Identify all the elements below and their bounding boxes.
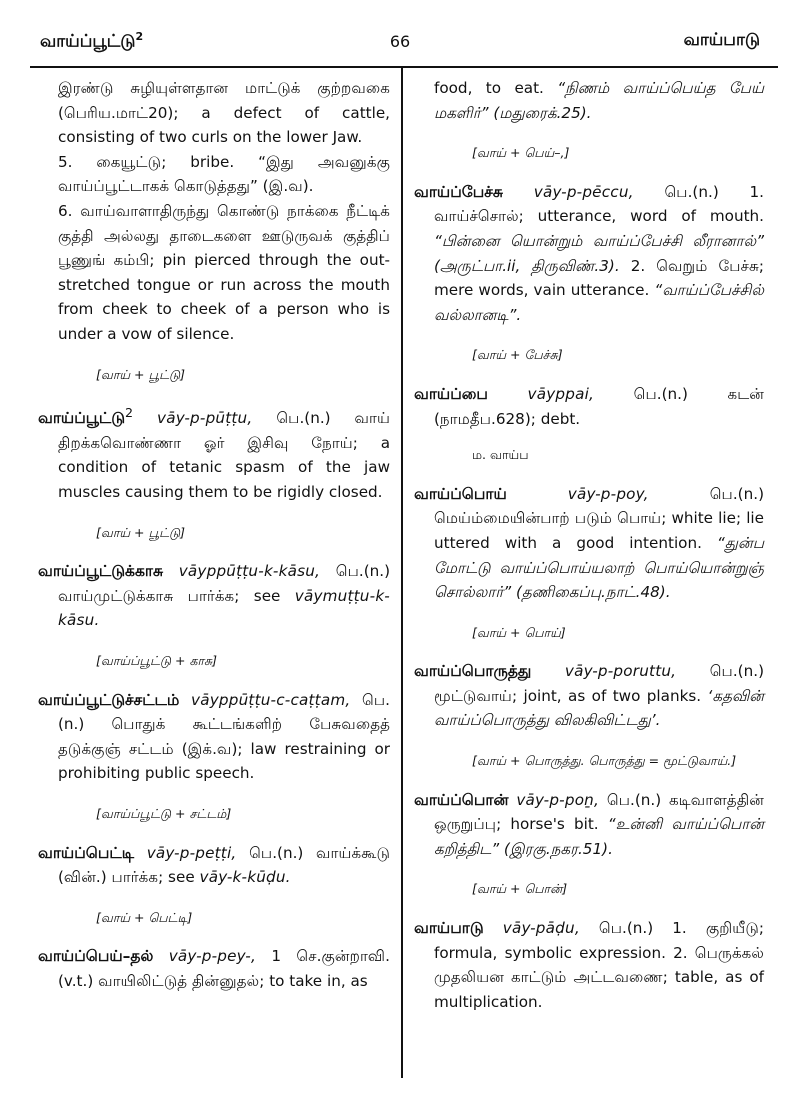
definition-text: food, to eat.: [434, 79, 544, 97]
sense-6: 6. வாய்வாளாதிருந்து கொண்டு நாக்கை நீட்டிக் குத்தி அல்லது தாடைகளை ஊடுருவக் குத்திப் பூணுங் கம்பி; pin pierced through the out-stretched tongue or run across the mouth from cheek to cheek of a person who is under a vow of silence.: [58, 201, 390, 343]
definition: பெ.(n.) 1. குறியீடு; formula, symbolic expression. 2. பெருக்கல் முதலியன காட்டும் அட்டவணை; table, as of multiplication.: [434, 919, 764, 1011]
right-column: [414, 76, 764, 1014]
definition: பெ.(n.) வாய்முட்டுக்காசு பார்க்க; see: [58, 562, 391, 605]
header-rule: [30, 66, 778, 68]
dictionary-entry: [38, 944, 390, 993]
headword-sup: 2: [125, 405, 134, 421]
definition: பெ.(n.) மூட்டுவாய்; joint, as of two planks.: [434, 662, 764, 705]
page-number: 66: [389, 32, 411, 51]
definition: பெ.(n.) கடிவாளத்தின் ஒருறுப்பு; horse's bit.: [434, 790, 764, 834]
cognate-note: ம. வாய்ப: [472, 447, 529, 463]
headword: வாய்ப்பொருத்து: [414, 662, 532, 681]
transliteration: vāyppūṭṭu-c-caṭṭam,: [191, 690, 351, 709]
transliteration: vāy-p-poruttu,: [564, 662, 677, 681]
etymology: [வாய் + பேச்சு]: [472, 347, 563, 363]
continued-definition: இரண்டு சுழியுள்ளதான மாட்டுக் குற்றவகை (பெரிய.மாட்20); a defect of cattle, consisting of two curls on the lower Jaw.: [58, 79, 390, 147]
citation: “உன்னி வாய்ப்பொன் கறித்திட” (இரகு.நகர.51).: [434, 815, 764, 858]
etymology: [வாய் + பூட்டு]: [96, 524, 186, 540]
transliteration: vāy-p-pūṭṭu,: [157, 409, 253, 428]
transliteration: vāy-p-poy,: [567, 484, 649, 503]
citation: ‘கதவின் வாய்ப்பொருத்து விலகிவிட்டது’.: [434, 686, 764, 730]
sense-5: 5. கையூட்டு; bribe. “இது அவனுக்கு வாய்ப்பூட்டாகக் கொடுத்தது” (இ.வ).: [58, 152, 390, 196]
definition: பெ.(n.) மெய்ம்மையின்பாற் படும் பொய்; white lie; lie uttered with a good intention.: [434, 484, 764, 552]
etymology: [வாய் + பெய்–,]: [472, 145, 570, 161]
headword: வாய்ப்பை: [414, 384, 488, 403]
headword: வாய்ப்பெய்–தல்: [38, 947, 154, 966]
dictionary-entry: [38, 841, 390, 890]
etymology: [வாய் + பொய்]: [472, 624, 566, 640]
etymology: [வாய்ப்பூட்டு + சட்டம்]: [96, 805, 232, 821]
running-head-left-sup: 2: [135, 30, 144, 43]
etymology: [வாய்ப்பூட்டு + காசு]: [96, 652, 218, 668]
dictionary-entry: [414, 382, 764, 431]
transliteration: vāy-p-poṉ,: [516, 790, 600, 809]
dictionary-entry: [38, 401, 390, 504]
dictionary-entry: [414, 482, 764, 605]
headword: வாய்ப்பெட்டி: [38, 843, 135, 862]
dictionary-entry: [414, 916, 764, 1014]
citation: “துன்ப மோட்டு வாய்ப்பொய்யலாற் பொய்யொன்றுஞ் சொல்லார்” (தணிகைப்பு.நாட்.48).: [434, 533, 764, 602]
headword: வாய்பாடு: [414, 919, 484, 938]
headword: வாய்ப்பொய்: [414, 484, 507, 503]
running-head-left-text: வாய்ப்பூட்டு: [40, 31, 136, 52]
citation: “நிணம் வாய்ப்பெய்த பேய் மகளிர்” (மதுரைக்.25).: [434, 79, 765, 122]
headword: வாய்ப்பூட்டுக்காசு: [38, 562, 164, 581]
etymology: [வாய் + பொருத்து. பொருத்து = மூட்டுவாய்.]: [472, 753, 737, 769]
definition: பெ.(n.) வாய் திறக்கவொண்ணா ஓர் இசிவு நோய்; a condition of tetanic spasm of the jaw muscles causing them to be rigidly closed.: [58, 409, 390, 501]
left-column: [38, 76, 390, 993]
headword: வாய்ப்பூட்டுச்சட்டம்: [38, 690, 180, 709]
citation: “பின்னை யொன்றும் வாய்ப்பேச்சி லீரானால்” (அருட்பா.ii, திருவிண்.3).: [434, 231, 764, 275]
definition: 1 செ.குன்றாவி. (v.t.) வாயிலிட்டுத் தின்னுதல்; to take in, as: [58, 947, 390, 990]
column-divider: [401, 68, 403, 1078]
dictionary-entry: [414, 180, 764, 328]
cross-reference: vāymuṭṭu-k-kāsu.: [58, 586, 390, 630]
etymology: [வாய் + பொன்]: [472, 881, 568, 897]
definition: பெ.(n.) பொதுக் கூட்டங்களிற் பேசுவதைத் தடுக்குஞ் சட்டம் (இக்.வ); law restraining or prohibiting public speech.: [58, 690, 390, 783]
definition: பெ.(n.) 1. வாய்ச்சொல்; utterance, word of mouth.: [434, 182, 765, 226]
citation: “வாய்ப்பேச்சில் வல்லானடி”.: [434, 281, 765, 324]
transliteration: vāy-p-pey-,: [168, 947, 257, 966]
dictionary-entry: [38, 559, 390, 633]
running-head-right: வாய்பாடு: [683, 30, 760, 50]
transliteration: vāyppai,: [527, 384, 595, 403]
continued-definition: [414, 76, 764, 125]
headword: வாய்ப்பொன்: [414, 790, 509, 809]
headword: வாய்ப்பேச்சு: [414, 182, 503, 201]
dictionary-entry: [414, 788, 764, 862]
definition: பெ.(n.) வாய்க்கூடு (வின்.) பார்க்க; see: [58, 843, 391, 887]
dictionary-entry: [38, 688, 390, 786]
etymology: [வாய் + பூட்டு]: [96, 366, 186, 382]
definition: பெ.(n.) கடன் (நாமதீப.628); debt.: [434, 384, 765, 428]
etymology: [வாய் + பெட்டி]: [96, 909, 193, 925]
transliteration: vāy-pāḍu,: [502, 919, 580, 938]
definition: 2. வெறும் பேச்சு; mere words, vain utterance.: [434, 256, 765, 300]
transliteration: vāyppūṭṭu-k-kāsu,: [178, 562, 321, 581]
dictionary-entry: [414, 659, 764, 733]
cross-reference: vāy-k-kūḍu.: [199, 868, 291, 887]
transliteration: vāy-p-pēccu,: [533, 182, 634, 201]
transliteration: vāy-p-peṭṭi,: [146, 843, 237, 862]
headword: வாய்ப்பூட்டு: [38, 409, 126, 428]
